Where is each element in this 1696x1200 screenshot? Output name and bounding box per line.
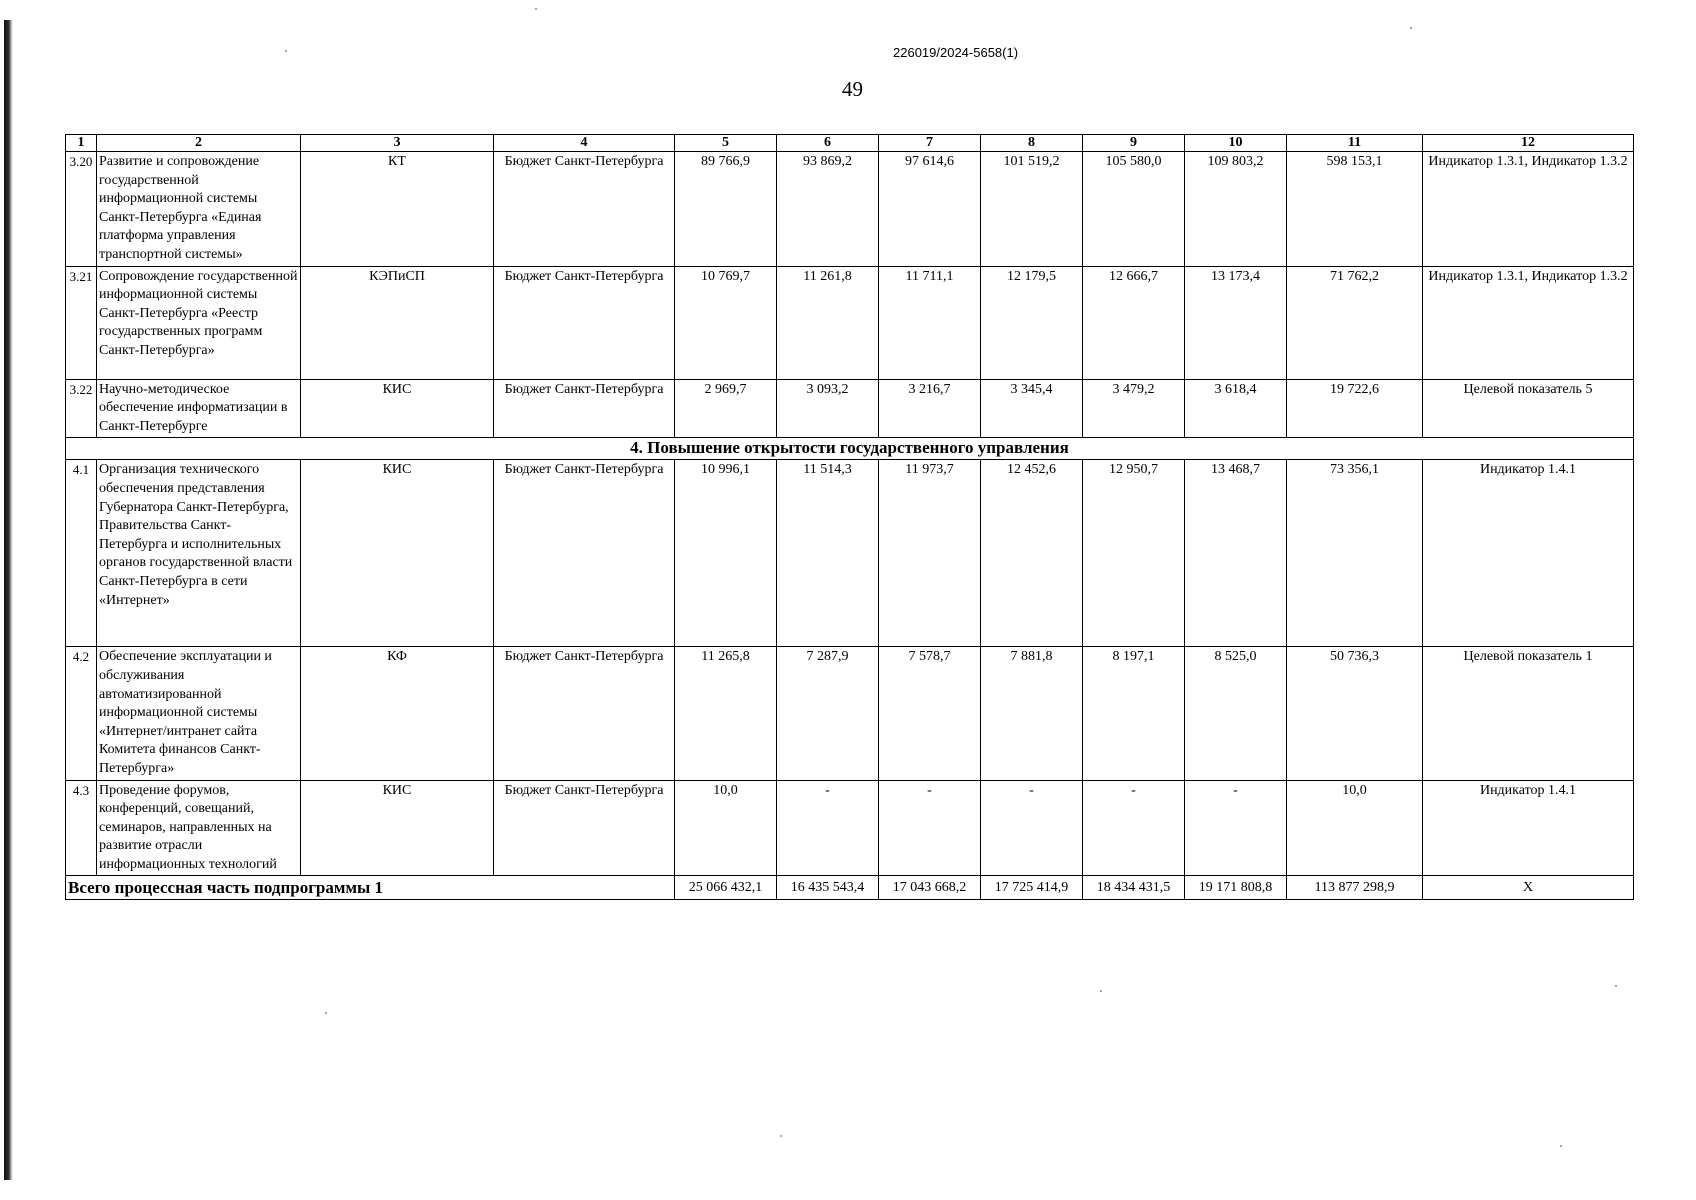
- activity-name: Сопровождение государственной информационной системы Санкт-Петербурга «Реестр государственных программ Санкт-Петербурга»: [97, 266, 301, 379]
- amount-cell: 12 452,6: [981, 460, 1083, 647]
- amount-cell: 109 803,2: [1185, 152, 1287, 267]
- amount-cell: 10 996,1: [675, 460, 777, 647]
- total-row: [66, 876, 1634, 900]
- column-number: 2: [97, 135, 301, 152]
- amount-cell: 12 666,7: [1083, 266, 1185, 379]
- table-row: [66, 266, 1634, 379]
- column-number: 1: [66, 135, 97, 152]
- column-number: 4: [494, 135, 675, 152]
- amount-cell: -: [777, 780, 879, 876]
- grand-total-amount: 113 877 298,9: [1287, 876, 1423, 900]
- total-amount-cell: 10,0: [1287, 780, 1423, 876]
- amount-cell: 3 479,2: [1083, 379, 1185, 438]
- total-amount: 16 435 543,4: [777, 876, 879, 900]
- amount-cell: -: [981, 780, 1083, 876]
- amount-cell: 3 216,7: [879, 379, 981, 438]
- funding-source: Бюджет Санкт-Петербурга: [494, 266, 675, 379]
- total-label: Всего процессная часть подпрограммы 1: [66, 876, 675, 900]
- indicator-cell: Индикатор 1.3.1, Индикатор 1.3.2: [1423, 152, 1634, 267]
- amount-cell: 3 093,2: [777, 379, 879, 438]
- funding-source: Бюджет Санкт-Петербурга: [494, 780, 675, 876]
- amount-cell: 10 769,7: [675, 266, 777, 379]
- column-number: 10: [1185, 135, 1287, 152]
- activity-name: Проведение форумов, конференций, совещаний, семинаров, направленных на развитие отрасли информационных технологий: [97, 780, 301, 876]
- amount-cell: 11 514,3: [777, 460, 879, 647]
- indicator-cell: Целевой показатель 1: [1423, 647, 1634, 780]
- scan-speck: [1615, 985, 1617, 987]
- executor: КТ: [301, 152, 494, 267]
- amount-cell: 101 519,2: [981, 152, 1083, 267]
- column-number: 5: [675, 135, 777, 152]
- indicator-cell: Индикатор 1.3.1, Индикатор 1.3.2: [1423, 266, 1634, 379]
- funding-source: Бюджет Санкт-Петербурга: [494, 647, 675, 780]
- row-number: 4.1: [66, 460, 97, 647]
- row-number: 3.22: [66, 379, 97, 438]
- amount-cell: 89 766,9: [675, 152, 777, 267]
- amount-cell: 11 261,8: [777, 266, 879, 379]
- total-amount: 18 434 431,5: [1083, 876, 1185, 900]
- column-number: 3: [301, 135, 494, 152]
- amount-cell: 3 345,4: [981, 379, 1083, 438]
- total-amount-cell: 19 722,6: [1287, 379, 1423, 438]
- scan-speck: [780, 1135, 782, 1137]
- amount-cell: 7 578,7: [879, 647, 981, 780]
- amount-cell: 12 179,5: [981, 266, 1083, 379]
- column-number: 7: [879, 135, 981, 152]
- executor: КЭПиСП: [301, 266, 494, 379]
- amount-cell: 10,0: [675, 780, 777, 876]
- total-amount-cell: 598 153,1: [1287, 152, 1423, 267]
- column-number: 8: [981, 135, 1083, 152]
- amount-cell: 97 614,6: [879, 152, 981, 267]
- column-number: 12: [1423, 135, 1634, 152]
- row-number: 4.2: [66, 647, 97, 780]
- section-title: 4. Повышение открытости государственного управления: [66, 438, 1634, 460]
- scan-speck: [1560, 1145, 1562, 1147]
- column-number: 6: [777, 135, 879, 152]
- executor: КФ: [301, 647, 494, 780]
- document-id: 226019/2024-5658(1): [893, 45, 1019, 60]
- section-heading-row: [66, 438, 1634, 460]
- scan-speck: [1410, 27, 1412, 29]
- page-number: 49: [842, 77, 863, 101]
- amount-cell: 3 618,4: [1185, 379, 1287, 438]
- activity-name: Развитие и сопровождение государственной информационной системы Санкт-Петербурга «Единая платформа управления транспортной системы»: [97, 152, 301, 267]
- amount-cell: 7 287,9: [777, 647, 879, 780]
- amount-cell: 8 525,0: [1185, 647, 1287, 780]
- table-row: [66, 152, 1634, 267]
- row-number: 3.20: [66, 152, 97, 267]
- budget-table: [65, 134, 1634, 900]
- amount-cell: 7 881,8: [981, 647, 1083, 780]
- amount-cell: 11 265,8: [675, 647, 777, 780]
- total-indicator: Х: [1423, 876, 1634, 900]
- table-row: [66, 379, 1634, 438]
- amount-cell: 93 869,2: [777, 152, 879, 267]
- amount-cell: 13 173,4: [1185, 266, 1287, 379]
- scan-speck: [1100, 990, 1102, 992]
- table-row: [66, 460, 1634, 647]
- funding-source: Бюджет Санкт-Петербурга: [494, 460, 675, 647]
- indicator-cell: Индикатор 1.4.1: [1423, 780, 1634, 876]
- total-amount: 17 725 414,9: [981, 876, 1083, 900]
- executor: КИС: [301, 780, 494, 876]
- activity-name: Научно-методическое обеспечение информатизации в Санкт-Петербурге: [97, 379, 301, 438]
- amount-cell: 11 973,7: [879, 460, 981, 647]
- total-amount-cell: 50 736,3: [1287, 647, 1423, 780]
- scan-speck: [285, 50, 287, 52]
- amount-cell: 8 197,1: [1083, 647, 1185, 780]
- amount-cell: -: [1185, 780, 1287, 876]
- indicator-cell: Целевой показатель 5: [1423, 379, 1634, 438]
- column-number: 9: [1083, 135, 1185, 152]
- total-amount-cell: 73 356,1: [1287, 460, 1423, 647]
- scan-speck: [325, 1012, 327, 1014]
- column-number-row: [66, 135, 1634, 152]
- indicator-cell: Индикатор 1.4.1: [1423, 460, 1634, 647]
- amount-cell: 11 711,1: [879, 266, 981, 379]
- amount-cell: 12 950,7: [1083, 460, 1185, 647]
- funding-source: Бюджет Санкт-Петербурга: [494, 379, 675, 438]
- amount-cell: -: [879, 780, 981, 876]
- amount-cell: 13 468,7: [1185, 460, 1287, 647]
- activity-name: Организация технического обеспечения представления Губернатора Санкт-Петербурга, Правительства Санкт-Петербурга и исполнительных органов государственной власти Санкт-Петербурга в сети «Интернет»: [97, 460, 301, 647]
- total-amount: 17 043 668,2: [879, 876, 981, 900]
- funding-source: Бюджет Санкт-Петербурга: [494, 152, 675, 267]
- table-row: [66, 780, 1634, 876]
- executor: КИС: [301, 379, 494, 438]
- activity-name: Обеспечение эксплуатации и обслуживания автоматизированной информационной системы «Интернет/интранет сайта Комитета финансов Санкт-Петербурга»: [97, 647, 301, 780]
- amount-cell: -: [1083, 780, 1185, 876]
- scan-speck: [535, 8, 537, 10]
- amount-cell: 2 969,7: [675, 379, 777, 438]
- column-number: 11: [1287, 135, 1423, 152]
- table-row: [66, 647, 1634, 780]
- total-amount: 19 171 808,8: [1185, 876, 1287, 900]
- total-amount-cell: 71 762,2: [1287, 266, 1423, 379]
- row-number: 3.21: [66, 266, 97, 379]
- amount-cell: 105 580,0: [1083, 152, 1185, 267]
- scan-edge: [4, 20, 13, 1180]
- executor: КИС: [301, 460, 494, 647]
- row-number: 4.3: [66, 780, 97, 876]
- total-amount: 25 066 432,1: [675, 876, 777, 900]
